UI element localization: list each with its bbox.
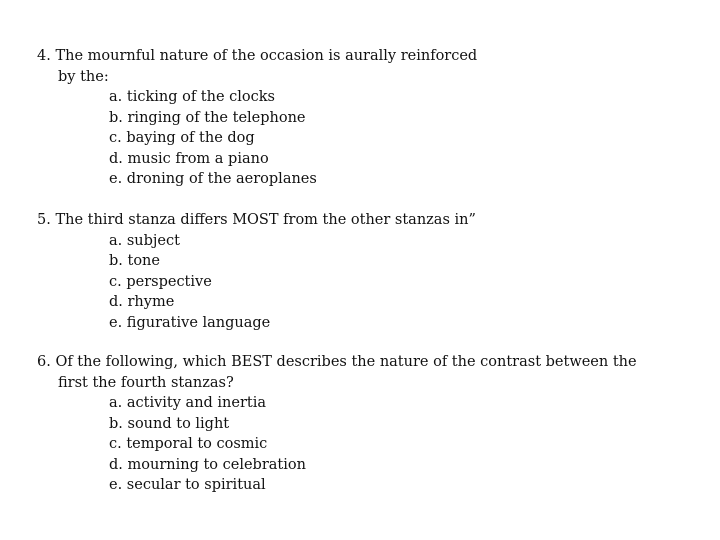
question-4-choice-d: d. music from a piano <box>109 150 269 167</box>
question-4-stem-line-1: 4. The mournful nature of the occasion is aurally reinforced <box>37 48 478 64</box>
question-4-choice-e: e. droning of the aeroplanes <box>109 171 317 187</box>
question-4-stem-line-2: by the: <box>58 68 109 85</box>
question-5-choice-d: d. rhyme <box>109 294 175 310</box>
question-6-stem-line-1: 6. Of the following, which BEST describes the nature of the contrast between the <box>37 354 637 370</box>
question-5-choice-b: b. tone <box>109 253 160 269</box>
question-5-choice-a: a. subject <box>109 232 180 249</box>
question-6-choice-a: a. activity and inertia <box>109 395 267 411</box>
question-5-choice-e: e. figurative language <box>109 314 271 331</box>
question-6-choice-c: c. temporal to cosmic <box>109 436 268 452</box>
question-6-stem-line-2: first the fourth stanzas? <box>58 374 234 391</box>
question-4-choice-a: a. ticking of the clocks <box>109 89 275 105</box>
question-5-stem-line-1: 5. The third stanza differs MOST from the other stanzas in” <box>37 212 476 228</box>
question-6-choice-e: e. secular to spiritual <box>109 477 266 493</box>
question-6-choice-b: b. sound to light <box>109 415 230 432</box>
question-5-choice-c: c. perspective <box>109 273 212 290</box>
question-6 <box>37 352 697 496</box>
question-4 <box>37 46 697 190</box>
question-4-choice-c: c. baying of the dog <box>109 130 255 146</box>
question-4-choice-b: b. ringing of the telephone <box>109 109 306 126</box>
question-6-choice-d: d. mourning to celebration <box>109 456 306 473</box>
question-5 <box>37 210 697 333</box>
